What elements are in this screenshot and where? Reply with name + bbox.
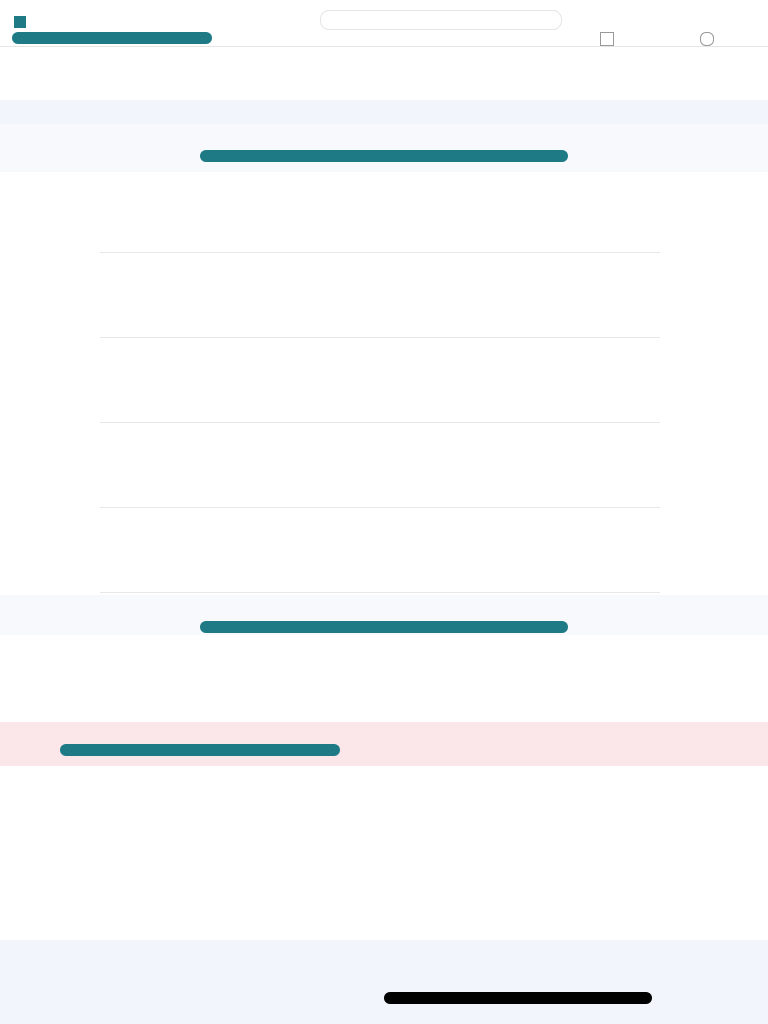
app-store-button[interactable]: [384, 992, 652, 1004]
search-input[interactable]: [320, 10, 562, 30]
reward-banner: [0, 722, 768, 766]
document-page: [100, 252, 660, 338]
top-bar: [0, 0, 768, 47]
related-section: [0, 770, 768, 938]
start-trial-button-secondary[interactable]: [200, 621, 568, 633]
promo-banner-secondary: [0, 595, 768, 635]
read-free-button[interactable]: [60, 744, 340, 756]
bookmark-icon[interactable]: [600, 32, 614, 46]
app-logo-icon: [14, 16, 26, 28]
promo-banner: [0, 124, 768, 172]
document-page: [100, 422, 660, 508]
footer: [0, 940, 768, 1024]
document-page: [100, 337, 660, 423]
document-header: [0, 46, 768, 106]
document-page: [100, 172, 660, 253]
download-button[interactable]: [12, 32, 212, 44]
document-page: [100, 507, 660, 593]
start-trial-button[interactable]: [200, 150, 568, 162]
table-section: [0, 640, 768, 690]
app-store-band: [0, 100, 768, 124]
more-icon[interactable]: [700, 32, 714, 46]
document-viewer: [0, 172, 768, 592]
